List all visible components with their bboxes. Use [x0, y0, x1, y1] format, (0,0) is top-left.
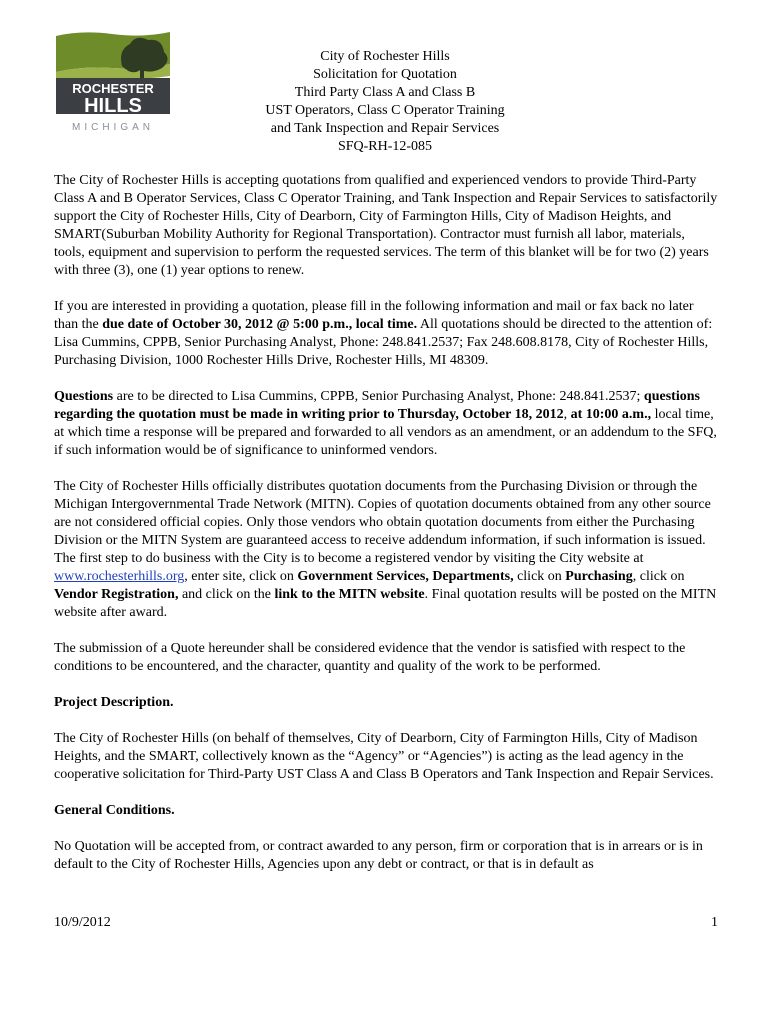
text-run: are to be directed to Lisa Cummins, CPPB, Senior Purchasing Analyst, Phone: 248.841.2537; — [113, 389, 644, 404]
tree-logo-icon — [52, 26, 174, 138]
purchasing-emphasis: Purchasing — [565, 569, 633, 584]
header-line: UST Operators, Class C Operator Training — [265, 103, 505, 118]
questions-emphasis: Questions — [54, 389, 114, 404]
paragraph-text: The City of Rochester Hills is accepting quotations from qualified and experienced vendors to provide Third-Party Class A and B Operator Services, Class C Operator Training, and Tank Inspection and Repair Services to satisfactorily support the City of Rochester Hills, City of Dearborn, City of Farmington Hills, City of Madison Heights, and SMART(Suburban Mobility Authority for Regional Transportation). Contractor must furnish all labor, materials, tools, equipment and supervision to perform the requested services. The term of this blanket will be for two (2) years with three (3), one (1) year options to renew. — [54, 173, 718, 278]
section-heading: Project Description. — [54, 695, 174, 710]
header-line: Third Party Class A and Class B — [294, 85, 476, 100]
text-run: local time, at which time a response will be prepared and forwarded to all vendors as an amendment, or an addendum to the SFQ, if such information would be of significance to uninformed vendors. — [54, 407, 717, 458]
paragraph-text: The City of Rochester Hills (on behalf of themselves, City of Dearborn, City of Farmington Hills, City of Madison Heights, and the SMART, collectively known as the “Agency” or “Agencies”) is acting as the lead agency in the cooperative solicitation for Third-Party UST Class A and Class B Operators and Tank Inspection and Repair Services. — [54, 731, 714, 782]
header-line: Solicitation for Quotation — [313, 67, 457, 82]
document-header — [250, 48, 520, 156]
text-run: and click on the — [178, 587, 275, 602]
document-body — [54, 172, 718, 874]
header-line: City of Rochester Hills — [320, 49, 450, 64]
header-line: SFQ-RH-12-085 — [337, 139, 433, 154]
paragraph-project — [54, 730, 718, 784]
city-website-link[interactable]: www.rochesterhills.org — [54, 569, 185, 584]
paragraph-questions — [54, 388, 718, 460]
text-run: If you are interested in providing a quotation, please fill in the following information and mail or fax back no later than the — [54, 299, 694, 332]
paragraph-text: No Quotation will be accepted from, or contract awarded to any person, firm or corporation that is in arrears or is in default to the City of Rochester Hills, Agencies upon any debt or contract, or that is in default as — [54, 839, 703, 872]
text-run: The City of Rochester Hills officially distributes quotation documents from the Purchasing Division or through the Michigan Intergovernmental Trade Network (MITN). Copies of quotation documents obtained from any other source are not considered official copies. Only those vendors who obtain quotation documents from either the Purchasing Division or the MITN System are guaranteed access to receive addendum information, if such information is issued. The first step to do business with the City is to become a registered vendor by visiting the City website at — [54, 479, 711, 566]
text-run: , click on — [632, 569, 685, 584]
rochester-hills-logo — [52, 26, 174, 138]
paragraph-text: The submission of a Quote hereunder shall be considered evidence that the vendor is satisfied with respect to the conditions to be encountered, and the character, quantity and quality of the work to be performed. — [54, 641, 686, 674]
logo-line1: ROCHESTER — [72, 81, 154, 96]
logo-line3: MICHIGAN — [72, 122, 154, 133]
paragraph-due-date — [54, 298, 718, 370]
text-run: . Final quotation results will be posted on the MITN website after award. — [54, 587, 717, 620]
time-emphasis: at 10:00 a.m., — [570, 407, 652, 422]
header-line: and Tank Inspection and Repair Services — [270, 121, 500, 136]
due-date-emphasis: due date of October 30, 2012 @ 5:00 p.m., local time. — [102, 317, 418, 332]
page-number: 1 — [711, 915, 718, 930]
heading-general-conditions — [54, 802, 718, 820]
questions-deadline-emphasis: questions regarding the quotation must be made in writing prior to Thursday, October 18, 2012 — [54, 389, 700, 422]
logo-line2: HILLS — [84, 95, 142, 117]
paragraph-conditions — [54, 838, 718, 874]
text-run: , — [563, 407, 571, 422]
government-services-emphasis: Government Services, Departments, — [297, 569, 514, 584]
paragraph-distribution — [54, 478, 718, 622]
section-heading: General Conditions. — [54, 803, 175, 818]
text-run: All quotations should be directed to the attention of: Lisa Cummins, CPPB, Senior Purchasing Analyst, Phone: 248.841.2537; Fax 248.608.8178, City of Rochester Hills, Purchasing Division, 1000 Rochester Hills Drive, Rochester Hills, MI 48309. — [54, 317, 713, 368]
footer-date: 10/9/2012 — [54, 915, 111, 930]
text-run: click on — [513, 569, 566, 584]
vendor-registration-emphasis: Vendor Registration, — [54, 587, 179, 602]
heading-project-description — [54, 694, 718, 712]
text-run: , enter site, click on — [184, 569, 298, 584]
mitn-link-emphasis: link to the MITN website — [274, 587, 425, 602]
paragraph-submission — [54, 640, 718, 676]
paragraph-intro — [54, 172, 718, 280]
